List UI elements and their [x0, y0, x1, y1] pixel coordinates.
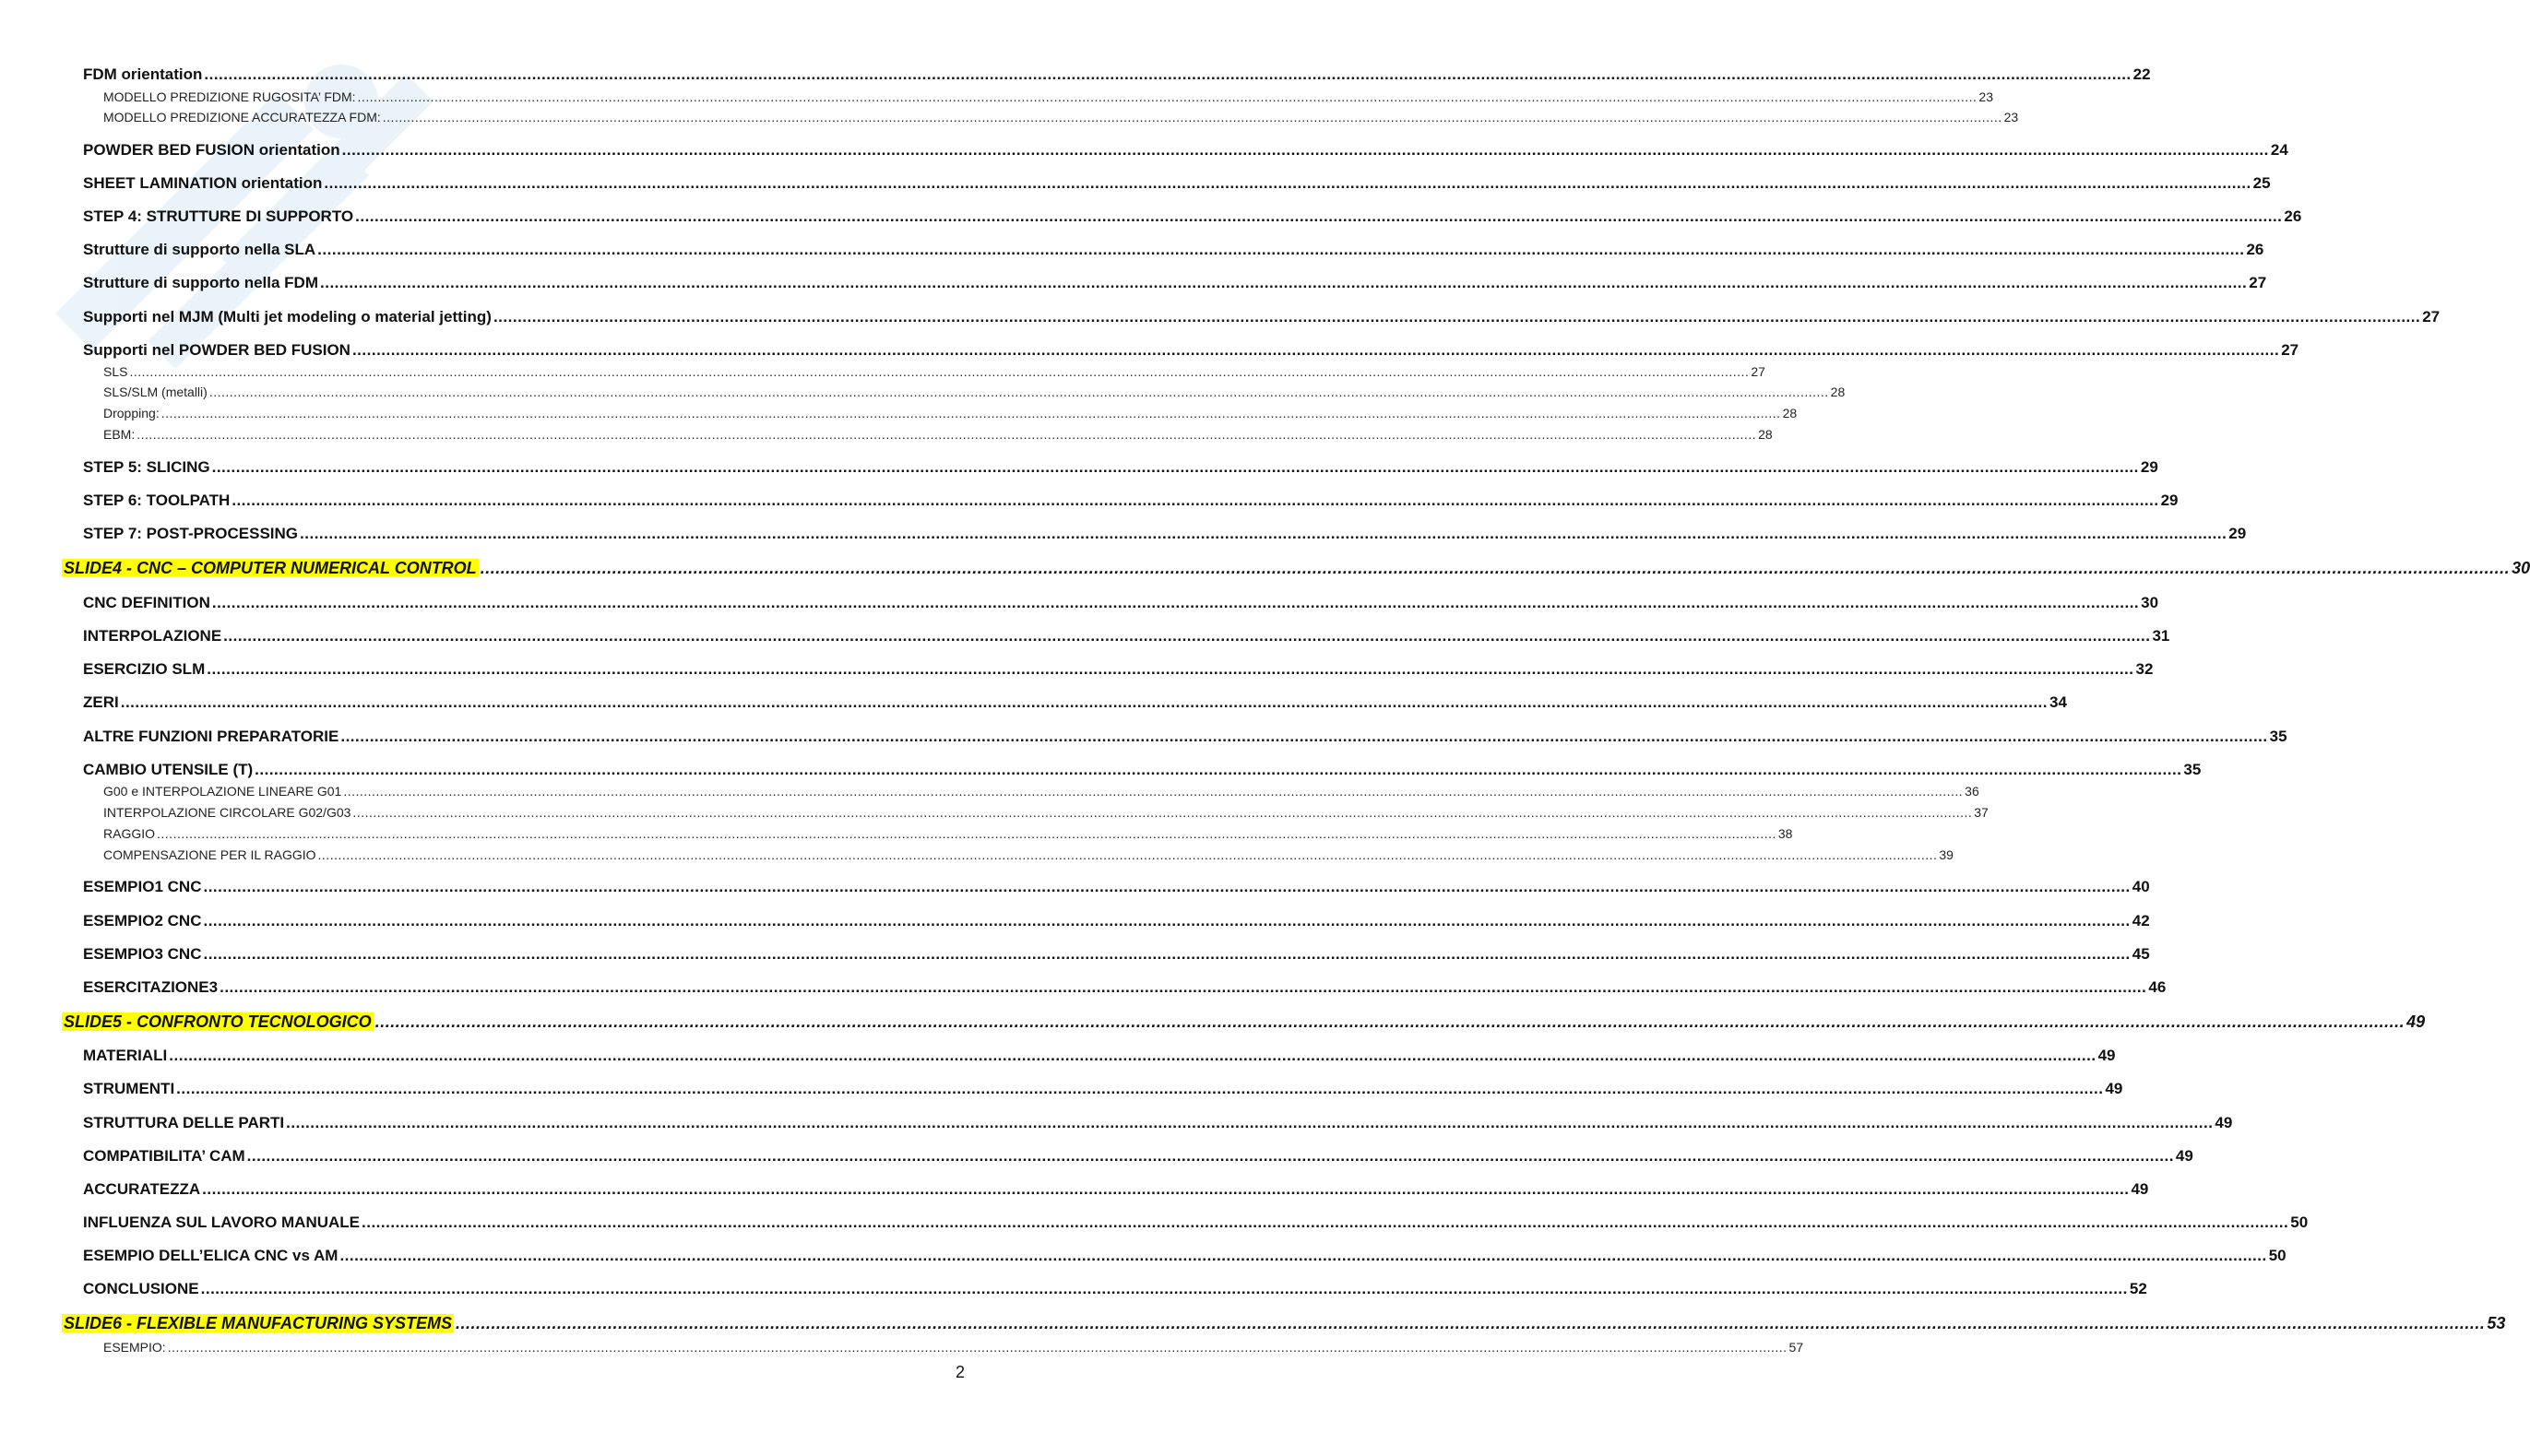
toc-page-number: 46: [2148, 978, 2167, 996]
toc-subsection[interactable]: [103, 404, 1798, 422]
highlight: SLIDE4 - CNC – COMPUTER NUMERICAL CONTROL: [64, 559, 477, 577]
toc-subsection[interactable]: [103, 824, 1793, 843]
toc-page-number: 27: [2249, 274, 2267, 291]
toc-section[interactable]: [83, 910, 2150, 932]
toc-section[interactable]: [83, 1045, 2116, 1067]
toc-entry-title: ESEMPIO DELL’ELICA CNC vs AM: [83, 1247, 339, 1264]
toc-entry-title: INTERPOLAZIONE CIRCOLARE G02/G03: [103, 805, 351, 820]
toc-page-number: 30: [2512, 559, 2530, 577]
toc-section[interactable]: [83, 306, 2441, 328]
toc-page-number: 23: [2003, 110, 2019, 124]
toc-entry-title: FDM orientation: [83, 65, 203, 83]
toc-section[interactable]: [83, 523, 2247, 545]
toc-entry-title: ESEMPIO3 CNC: [83, 945, 202, 963]
toc-entry-title: ACCURATEZZA: [83, 1180, 201, 1198]
toc-entry-title: COMPATIBILITA’ CAM: [83, 1147, 245, 1165]
toc-page-number: 28: [1782, 406, 1798, 420]
toc-page-number: 49: [2097, 1047, 2116, 1064]
toc-page-number: 38: [1777, 826, 1793, 841]
toc-section[interactable]: [83, 658, 2154, 681]
toc-section[interactable]: [83, 1112, 2233, 1134]
toc-leader-dots: ................................................................................................................................................................................................................................................................................................................................................................................................................: [203, 945, 2131, 963]
toc-leader-dots: ................................................................................................................................................................................................................................................................................................................................................................................................................: [343, 784, 1964, 799]
toc-entry-title: ALTRE FUNZIONI PREPARATORIE: [83, 728, 339, 745]
toc-page-number: 42: [2132, 912, 2150, 929]
toc-leader-dots: ................................................................................................................................................................................................................................................................................................................................................................................................................: [456, 1314, 2486, 1332]
toc-entry-title: MODELLO PREDIZIONE ACCURATEZZA FDM:: [103, 110, 381, 124]
toc-chapter[interactable]: [62, 556, 2530, 580]
toc-page-number: 39: [1939, 847, 1954, 862]
toc-page-number: 27: [2422, 308, 2441, 326]
toc-leader-dots: ................................................................................................................................................................................................................................................................................................................................................................................................................: [202, 1180, 2130, 1198]
toc-leader-dots: ................................................................................................................................................................................................................................................................................................................................................................................................................: [176, 1080, 2104, 1097]
toc-section[interactable]: [83, 1212, 2309, 1234]
toc-leader-dots: ................................................................................................................................................................................................................................................................................................................................................................................................................: [167, 1340, 1788, 1355]
toc-leader-dots: ................................................................................................................................................................................................................................................................................................................................................................................................................: [246, 1147, 2174, 1165]
toc-page-number: 49: [2406, 1012, 2426, 1031]
toc-page-number: 52: [2129, 1280, 2147, 1297]
toc-page-number: 49: [2131, 1180, 2149, 1198]
toc-entry-title: SHEET LAMINATION orientation: [83, 174, 323, 192]
toc-section[interactable]: [83, 1078, 2123, 1100]
toc-leader-dots: ................................................................................................................................................................................................................................................................................................................................................................................................................: [157, 826, 1776, 841]
toc-leader-dots: ................................................................................................................................................................................................................................................................................................................................................................................................................: [493, 308, 2421, 326]
toc-leader-dots: ................................................................................................................................................................................................................................................................................................................................................................................................................: [382, 110, 2002, 124]
toc-subsection[interactable]: [103, 803, 1989, 822]
toc-leader-dots: ................................................................................................................................................................................................................................................................................................................................................................................................................: [220, 978, 2147, 996]
toc-entry-title: ESEMPIO1 CNC: [83, 878, 202, 895]
toc-leader-dots: ................................................................................................................................................................................................................................................................................................................................................................................................................: [207, 660, 2134, 678]
toc-entry-title: ESERCITAZIONE3: [83, 978, 219, 996]
toc-leader-dots: ................................................................................................................................................................................................................................................................................................................................................................................................................: [255, 761, 2182, 778]
toc-entry-title: RAGGIO: [103, 826, 156, 841]
toc-entry-title: STEP 6: TOOLPATH: [83, 491, 231, 509]
toc-leader-dots: ................................................................................................................................................................................................................................................................................................................................................................................................................: [352, 805, 1973, 820]
toc-section[interactable]: [83, 592, 2159, 614]
toc-entry-title: [62, 556, 479, 580]
toc-section[interactable]: [83, 172, 2271, 195]
toc-page-number: 28: [1758, 427, 1773, 442]
toc-section[interactable]: [83, 1245, 2287, 1267]
toc-entry-title: STEP 5: SLICING: [83, 458, 210, 476]
toc-entry-title: POWDER BED FUSION orientation: [83, 141, 340, 159]
toc-page-number: 27: [1751, 364, 1765, 379]
toc-page-number: 49: [2175, 1147, 2193, 1165]
toc-page-number: 49: [2105, 1080, 2123, 1097]
toc-section[interactable]: [83, 64, 2151, 86]
toc-page-number: 27: [2281, 341, 2299, 359]
toc-leader-dots: ................................................................................................................................................................................................................................................................................................................................................................................................................: [317, 241, 2245, 258]
toc-leader-dots: ................................................................................................................................................................................................................................................................................................................................................................................................................: [137, 427, 1757, 442]
toc-entry-title: SLS: [103, 364, 128, 379]
toc-page-number: 34: [2049, 693, 2067, 711]
toc-leader-dots: ................................................................................................................................................................................................................................................................................................................................................................................................................: [211, 594, 2140, 611]
toc-leader-dots: ................................................................................................................................................................................................................................................................................................................................................................................................................: [208, 385, 1829, 399]
toc-leader-dots: ................................................................................................................................................................................................................................................................................................................................................................................................................: [232, 491, 2159, 509]
toc-section[interactable]: [83, 456, 2158, 479]
toc-page-number: 37: [1974, 805, 1989, 820]
toc-section[interactable]: [83, 726, 2287, 748]
toc-leader-dots: ................................................................................................................................................................................................................................................................................................................................................................................................................: [339, 1247, 2267, 1264]
toc-leader-dots: ................................................................................................................................................................................................................................................................................................................................................................................................................: [203, 878, 2131, 895]
toc-entry-title: ESEMPIO:: [103, 1340, 166, 1355]
toc-page-number: 45: [2132, 945, 2150, 963]
toc-entry-title: EBM:: [103, 427, 136, 442]
toc-section[interactable]: [83, 490, 2179, 512]
toc-page-number: 32: [2135, 660, 2154, 678]
toc-leader-dots: ................................................................................................................................................................................................................................................................................................................................................................................................................: [200, 1280, 2128, 1297]
toc-entry-title: CONCLUSIONE: [83, 1280, 199, 1297]
toc-page-number: 50: [2290, 1213, 2309, 1231]
toc-entry-title: STRUTTURA DELLE PARTI: [83, 1114, 285, 1131]
toc-page-number: 53: [2487, 1314, 2506, 1332]
toc-page-number: 57: [1788, 1340, 1804, 1355]
toc-entry-title: Supporti nel POWDER BED FUSION: [83, 341, 350, 359]
toc-entry-title: SLS/SLM (metalli): [103, 385, 208, 399]
toc-page-number: 23: [1978, 89, 1993, 104]
toc-leader-dots: ................................................................................................................................................................................................................................................................................................................................................................................................................: [340, 728, 2268, 745]
toc-subsection[interactable]: [103, 108, 2019, 126]
toc-entry-title: ESERCIZIO SLM: [83, 660, 206, 678]
toc-section[interactable]: [83, 977, 2167, 999]
toc-leader-dots: ................................................................................................................................................................................................................................................................................................................................................................................................................: [169, 1047, 2096, 1064]
toc-entry-title: Strutture di supporto nella FDM: [83, 274, 318, 291]
highlight: SLIDE5 - CONFRONTO TECNOLOGICO: [64, 1012, 372, 1031]
toc-entry-title: CNC DEFINITION: [83, 594, 210, 611]
toc-subsection[interactable]: [103, 88, 1993, 106]
toc-section[interactable]: [83, 272, 2267, 294]
toc-subsection[interactable]: [103, 782, 1979, 800]
toc-entry-title: [62, 1010, 374, 1034]
toc-section[interactable]: [83, 943, 2150, 965]
toc-section[interactable]: [83, 1178, 2149, 1201]
toc-section[interactable]: [83, 759, 2202, 781]
toc-subsection[interactable]: [103, 425, 1773, 444]
toc-entry-title: CAMBIO UTENSILE (T): [83, 761, 254, 778]
toc-leader-dots: ................................................................................................................................................................................................................................................................................................................................................................................................................: [286, 1114, 2214, 1131]
toc-leader-dots: ................................................................................................................................................................................................................................................................................................................................................................................................................: [120, 693, 2048, 711]
toc-section[interactable]: [83, 239, 2264, 261]
toc-section[interactable]: [83, 206, 2302, 228]
toc-page-number: 25: [2252, 174, 2271, 192]
toc-leader-dots: ................................................................................................................................................................................................................................................................................................................................................................................................................: [203, 912, 2131, 929]
toc-section[interactable]: [83, 876, 2150, 898]
toc-entry-title: ESEMPIO2 CNC: [83, 912, 202, 929]
toc-entry-title: Dropping:: [103, 406, 160, 420]
toc-section[interactable]: [83, 1278, 2147, 1300]
toc-entry-title: MATERIALI: [83, 1047, 168, 1064]
toc-entry-title: STEP 7: POST-PROCESSING: [83, 525, 299, 542]
toc-section[interactable]: [83, 139, 2288, 161]
toc-page-number: 24: [2270, 141, 2288, 159]
toc-section[interactable]: [83, 1145, 2193, 1167]
toc-page-number: 29: [2140, 458, 2158, 476]
toc-leader-dots: ................................................................................................................................................................................................................................................................................................................................................................................................................: [362, 1213, 2289, 1231]
toc-leader-dots: ................................................................................................................................................................................................................................................................................................................................................................................................................: [223, 627, 2151, 645]
toc-leader-dots: ................................................................................................................................................................................................................................................................................................................................................................................................................: [317, 847, 1938, 862]
toc-leader-dots: ................................................................................................................................................................................................................................................................................................................................................................................................................: [341, 141, 2269, 159]
toc-entry-title: G00 e INTERPOLAZIONE LINEARE G01: [103, 784, 342, 799]
toc-entry-title: INFLUENZA SUL LAVORO MANUALE: [83, 1213, 361, 1231]
toc-entry-title: STEP 4: STRUTTURE DI SUPPORTO: [83, 207, 354, 225]
toc-leader-dots: ................................................................................................................................................................................................................................................................................................................................................................................................................: [160, 406, 1781, 420]
toc-page-number: 35: [2269, 728, 2287, 745]
toc-subsection[interactable]: [103, 383, 1846, 401]
toc-entry-title: COMPENSAZIONE PER IL RAGGIO: [103, 847, 316, 862]
toc-page-number: 50: [2268, 1247, 2287, 1264]
toc-page-number: 22: [2132, 65, 2151, 83]
toc-page-number: 28: [1830, 385, 1846, 399]
toc-entry-title: ZERI: [83, 693, 119, 711]
toc-chapter[interactable]: [62, 1311, 2506, 1335]
toc-page-number: 31: [2152, 627, 2170, 645]
toc-page-number: 49: [2215, 1114, 2233, 1131]
toc-page-number: 35: [2183, 761, 2202, 778]
toc-leader-dots: ................................................................................................................................................................................................................................................................................................................................................................................................................: [357, 89, 1978, 104]
toc-page-number: 30: [2141, 594, 2159, 611]
toc-entry-title: Strutture di supporto nella SLA: [83, 241, 316, 258]
highlight: SLIDE6 - FLEXIBLE MANUFACTURING SYSTEMS: [64, 1314, 453, 1332]
toc-entry-title: [62, 1311, 454, 1335]
toc-page-number: 26: [2246, 241, 2264, 258]
toc-entry-title: INTERPOLAZIONE: [83, 627, 222, 645]
toc-leader-dots: ................................................................................................................................................................................................................................................................................................................................................................................................................: [355, 207, 2283, 225]
toc-subsection[interactable]: [103, 846, 1954, 864]
toc-leader-dots: ................................................................................................................................................................................................................................................................................................................................................................................................................: [300, 525, 2227, 542]
toc-page-number: 40: [2132, 878, 2150, 895]
toc-leader-dots: ................................................................................................................................................................................................................................................................................................................................................................................................................: [320, 274, 2248, 291]
toc-leader-dots: ................................................................................................................................................................................................................................................................................................................................................................................................................: [351, 341, 2280, 359]
toc-section[interactable]: [83, 339, 2299, 361]
toc-entry-title: Supporti nel MJM (Multi jet modeling o material jetting): [83, 308, 492, 326]
toc-leader-dots: ................................................................................................................................................................................................................................................................................................................................................................................................................: [211, 458, 2139, 476]
toc-leader-dots: ................................................................................................................................................................................................................................................................................................................................................................................................................: [129, 364, 1750, 379]
toc-section[interactable]: [83, 625, 2170, 647]
toc-entry-title: MODELLO PREDIZIONE RUGOSITA’ FDM:: [103, 89, 356, 104]
toc-leader-dots: ................................................................................................................................................................................................................................................................................................................................................................................................................: [374, 1012, 2405, 1031]
toc-page-number: 26: [2284, 207, 2302, 225]
toc-subsection[interactable]: [103, 1338, 1804, 1356]
toc-leader-dots: ................................................................................................................................................................................................................................................................................................................................................................................................................: [480, 559, 2511, 577]
toc-page-number: 36: [1965, 784, 1979, 799]
toc-subsection[interactable]: [103, 362, 1765, 381]
toc-page-number: 29: [2228, 525, 2247, 542]
toc-entry-title: STRUMENTI: [83, 1080, 175, 1097]
toc-leader-dots: ................................................................................................................................................................................................................................................................................................................................................................................................................: [204, 65, 2132, 83]
toc-leader-dots: ................................................................................................................................................................................................................................................................................................................................................................................................................: [324, 174, 2251, 192]
toc-section[interactable]: [83, 692, 2067, 714]
toc-chapter[interactable]: [62, 1010, 2426, 1034]
page-number: 2: [955, 1363, 965, 1381]
toc-page-number: 29: [2160, 491, 2179, 509]
